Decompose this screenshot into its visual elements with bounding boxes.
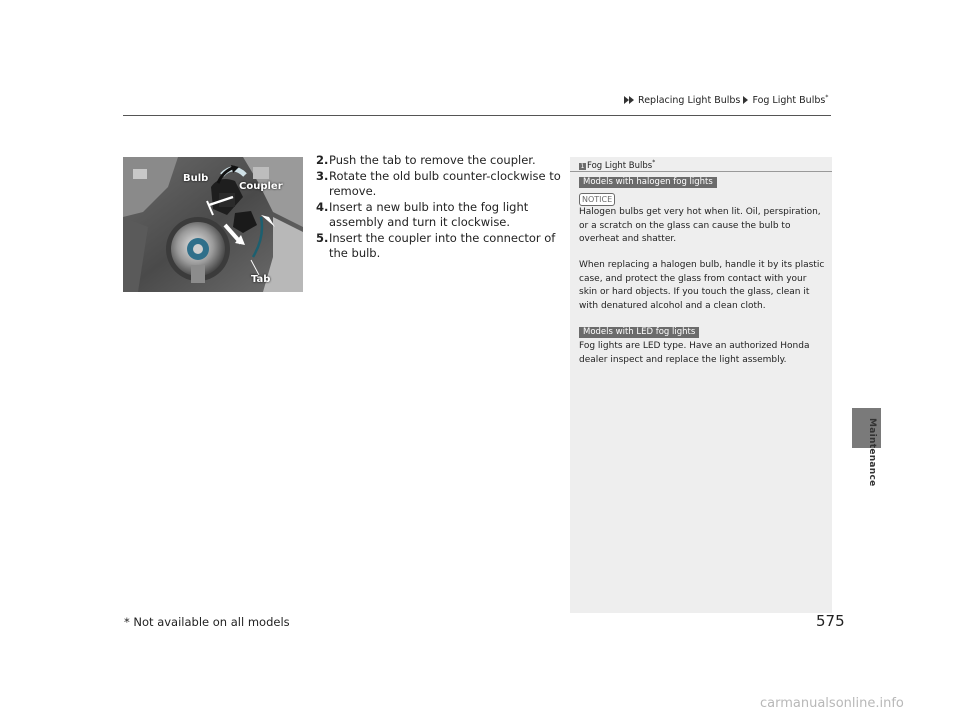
page-number: 575 — [816, 612, 845, 630]
led-info-text: Fog lights are LED type. Have an authorized Honda dealer inspect and replace the light assembly. — [579, 341, 810, 365]
reference-marker-icon: 1 — [580, 162, 585, 170]
footnote: * Not available on all models — [124, 615, 290, 629]
fog-light-photo — [123, 157, 303, 292]
figure-label-bulb: Bulb — [183, 173, 209, 184]
header-divider — [123, 115, 831, 116]
breadcrumb-item-fog-light-bulbs[interactable]: Fog Light Bulbs — [752, 95, 826, 107]
watermark-link[interactable]: carmanualsonline.info — [760, 696, 904, 711]
step-item — [316, 169, 566, 200]
availability-mark: * — [652, 159, 656, 166]
fog-light-illustration — [123, 157, 303, 292]
step-number: 3. — [316, 168, 329, 183]
step-text: Push the tab to remove the coupler. — [329, 153, 536, 167]
breadcrumb-arrow-icon — [743, 96, 748, 104]
breadcrumb-item-replacing-light-bulbs[interactable]: Replacing Light Bulbs — [638, 95, 741, 107]
section-tab-label: Maintenance — [867, 418, 877, 487]
halogen-models-badge: Models with halogen fog lights — [579, 177, 717, 188]
notes-panel — [570, 157, 832, 613]
panel-title-text: Fog Light Bulbs — [587, 160, 653, 171]
availability-mark: * — [825, 94, 829, 101]
step-number: 5. — [316, 230, 329, 245]
figure-label-coupler: Coupler — [239, 181, 283, 192]
step-item — [316, 153, 566, 169]
instruction-steps — [316, 153, 566, 262]
step-text: Insert the coupler into the connector of the bulb. — [329, 230, 556, 260]
panel-title — [579, 159, 655, 171]
figure-label-tab: Tab — [251, 274, 271, 285]
step-item — [316, 231, 566, 262]
step-number: 2. — [316, 153, 329, 167]
step-item — [316, 200, 566, 231]
step-text: Rotate the old bulb counter-clockwise to remove. — [329, 168, 561, 198]
notice-badge: NOTICE — [579, 193, 615, 206]
led-models-badge: Models with LED fog lights — [579, 327, 699, 338]
step-text: Insert a new bulb into the fog light assembly and turn it clockwise. — [329, 199, 529, 229]
breadcrumb-arrow-icon — [629, 96, 634, 104]
halogen-warning-text: Halogen bulbs get very hot when lit. Oil, perspiration, or a scratch on the glass can cause the bulb to overheat and shatter. — [579, 207, 821, 244]
step-number: 4. — [316, 199, 329, 214]
panel-divider — [570, 171, 832, 172]
halogen-handling-text: When replacing a halogen bulb, handle it by its plastic case, and protect the glass from contact with your skin or hard objects. If you touch the glass, clean it with denatured alcohol and a clean cloth. — [579, 260, 825, 311]
breadcrumb — [624, 94, 828, 106]
